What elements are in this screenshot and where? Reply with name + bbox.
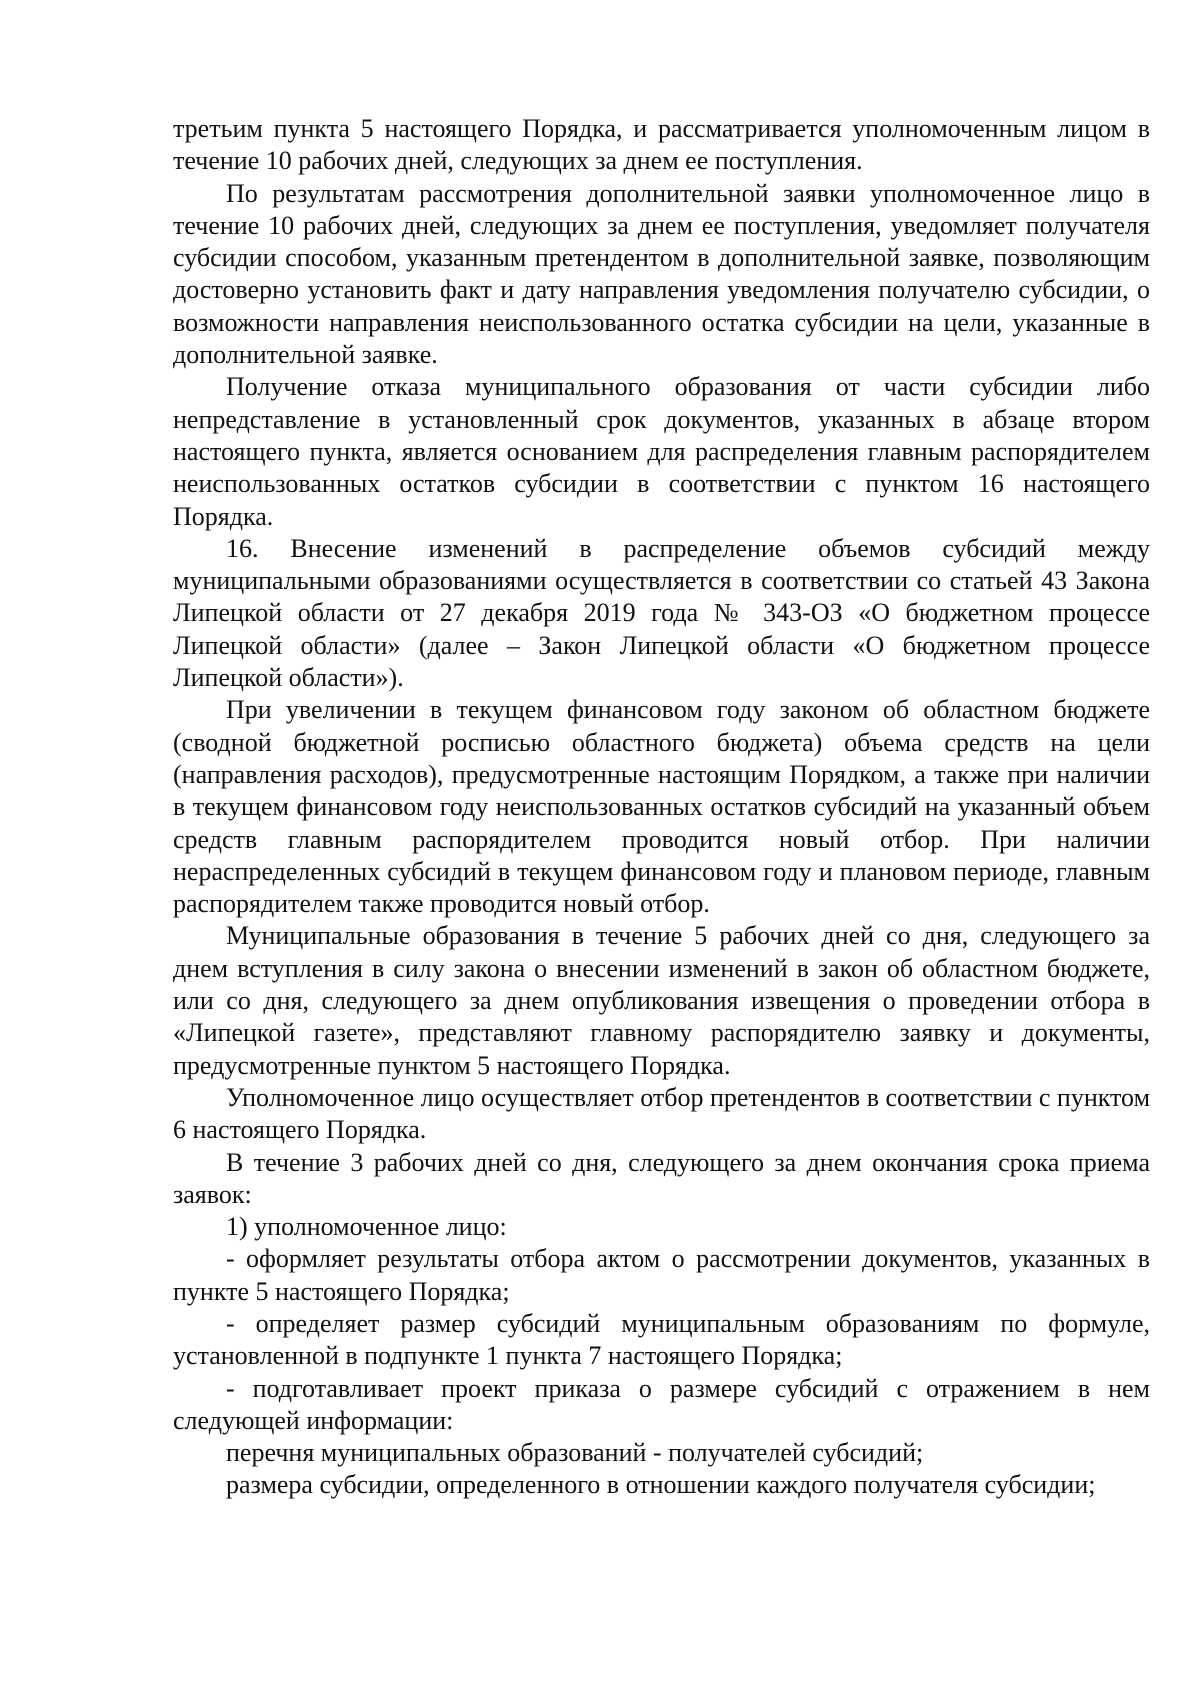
paragraph-2: По результатам рассмотрения дополнительной заявки уполномоченное лицо в течение 10 рабочих дней, следующих за днем ее поступления, уведомляет получателя субсидии способом, указанным претендентом в дополнительной заявке, позволяющим достоверно установить факт и дату направления уведомления получателю субсидии, о возможности направления неиспользованного остатка субсидии на цели, указанные в дополнительной заявке. xyxy=(173,178,1150,370)
paragraph-9: 1) уполномоченное лицо: xyxy=(226,1212,507,1242)
paragraph-7: Уполномоченное лицо осуществляет отбор претендентов в соответствии с пунктом 6 настоящего Порядка. xyxy=(173,1082,1151,1145)
paragraph-3: Получение отказа муниципального образования от части субсидии либо непредставление в установленный срок документов, указанных в абзаце втором настоящего пункта, является основанием для распределения главным распорядителем неиспользованных остатков субсидии в соответствии с пунктом 16 настоящего Порядка. xyxy=(173,372,1150,531)
paragraph-1: третьим пункта 5 настоящего Порядка, и рассматривается уполномоченным лицом в течение 10 рабочих дней, следующих за днем ее поступления. xyxy=(173,114,1150,176)
paragraph-8: В течение 3 рабочих дней со дня, следующего за днем окончания срока приема заявок: xyxy=(173,1147,1150,1209)
document-page xyxy=(173,113,1150,1502)
paragraph-14: размера субсидии, определенного в отношении каждого получателя субсидии; xyxy=(226,1470,1096,1500)
paragraph-5: При увеличении в текущем финансовом году законом об областном бюджете (сводной бюджетной росписью областного бюджета) объема средств на цели (направления расходов), предусмотренные настоящим Порядком, а также при наличии в текущем финансовом году неиспользованных остатков субсидий на указанный объем средств главным распорядителем проводится новый отбор. При наличии нераспределенных субсидий в текущем финансовом году и плановом периоде, главным распорядителем также проводится новый отбор. xyxy=(173,695,1150,919)
paragraph-13: перечня муниципальных образований - получателей субсидий; xyxy=(226,1438,924,1468)
paragraph-4: 16. Внесение изменений в распределение объемов субсидий между муниципальными образованиями осуществляется в соответствии со статьей 43 Закона Липецкой области от 27 декабря 2019 года № 343-ОЗ «О бюджетном процессе Липецкой области» (далее – Закон Липецкой области «О бюджетном процессе Липецкой области»). xyxy=(173,533,1150,693)
paragraph-12: - подготавливает проект приказа о размере субсидий с отражением в нем следующей информации: xyxy=(173,1373,1150,1435)
paragraph-6: Муниципальные образования в течение 5 рабочих дней со дня, следующего за днем вступления в силу закона о внесении изменений в закон об областном бюджете, или со дня, следующего за днем опубликования извещения о проведении отбора в «Липецкой газете», представляют главному распорядителю заявку и документы, предусмотренные пунктом 5 настоящего Порядка. xyxy=(173,921,1150,1080)
paragraph-11: - определяет размер субсидий муниципальным образованиям по формуле, установленной в подпункте 1 пункта 7 настоящего Порядка; xyxy=(173,1308,1150,1371)
paragraph-10: - оформляет результаты отбора актом о рассмотрении документов, указанных в пункте 5 настоящего Порядка; xyxy=(173,1244,1150,1306)
